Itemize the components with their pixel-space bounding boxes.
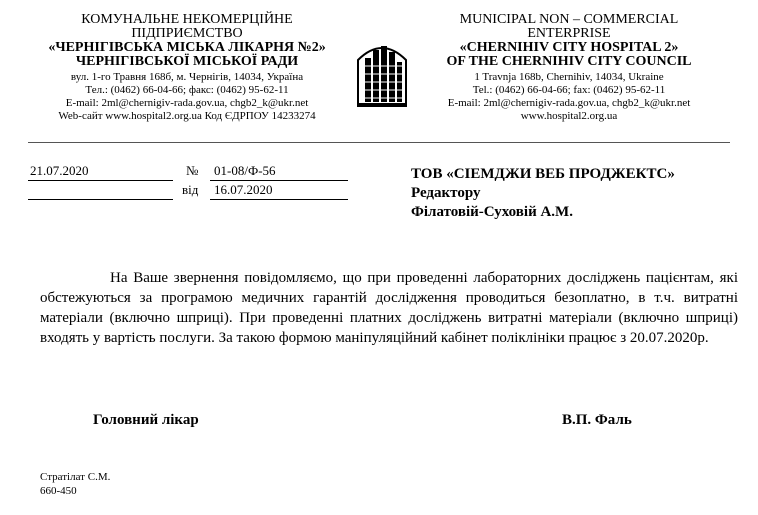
header-left-line1: КОМУНАЛЬНЕ НЕКОМЕРЦІЙНЕ	[81, 12, 293, 27]
footer	[40, 470, 110, 498]
from-label: від	[182, 182, 199, 197]
blank-underline	[28, 199, 173, 200]
letter-body: На Ваше звернення повідомляємо, що при проведенні лабораторних досліджень пацієнтам, які обстежуються за програмою медичних гарантій дослідження проводиться безоплатно, в т.ч. витратні матеріали (включно шприці). При проведенні платних досліджень витратні матеріали (включно шприці) входять у вартість послуги. За такою формою маніпуляційний кабінет поліклініки працює з 20.07.2020р.	[40, 270, 738, 346]
header-left-line2: ПІДПРИЄМСТВО	[131, 26, 243, 41]
header-right-address: 1 Travnja 168b, Chernihiv, 14034, Ukraine	[474, 71, 664, 83]
outgoing-date: 21.07.2020	[30, 163, 89, 178]
header-right	[410, 13, 728, 123]
header-right-line1: MUNICIPAL NON – COMMERCIAL	[459, 12, 679, 27]
header-left-phone: Тел.: (0462) 66-04-66; факс: (0462) 95-62-11	[85, 84, 289, 96]
header-left-address: вул. 1-го Травня 168б, м. Чернігів, 14034, Україна	[70, 71, 304, 83]
executor-name: Стратілат С.М.	[40, 471, 111, 483]
addressee-name: Філатовій-Суховій А.М.	[411, 204, 573, 220]
header-right-web: www.hospital2.org.ua	[520, 110, 618, 122]
header-right-line2: ENTERPRISE	[527, 26, 611, 41]
date-underline	[28, 180, 173, 181]
addressee	[411, 165, 675, 222]
addressee-position: Редактору	[411, 185, 481, 201]
header-left-web: Web-сайт www.hospital2.org.ua Код ЄДРПОУ 14233274	[58, 110, 316, 122]
header-left-line3: «ЧЕРНІГІВСЬКА МІСЬКА ЛІКАРНЯ №2»	[48, 40, 326, 55]
header-right-email: E-mail: 2ml@chernigiv-rada.gov.ua, chgb2_k@ukr.net	[447, 97, 691, 109]
from-underline	[210, 199, 348, 200]
number-label: №	[186, 163, 199, 178]
hospital-logo-icon	[356, 38, 408, 108]
executor-phone: 660-450	[40, 485, 77, 497]
header-right-line4: OF THE CHERNIHIV CITY COUNCIL	[446, 54, 692, 69]
header-left-line4: ЧЕРНІГІВСЬКОЇ МІСЬКОЇ РАДИ	[75, 54, 299, 69]
signature-title: Головний лікар	[93, 412, 199, 428]
signature-name: В.П. Фаль	[562, 412, 632, 428]
header-right-phone: Tel.: (0462) 66-04-66; fax: (0462) 95-62-11	[472, 84, 666, 96]
header-right-line3: «CHERNIHIV CITY HOSPITAL 2»	[459, 40, 679, 55]
header-left	[28, 13, 346, 123]
incoming-date: 16.07.2020	[214, 182, 273, 197]
outgoing-number: 01-08/Ф-56	[214, 163, 276, 178]
addressee-company: ТОВ «СІЕМДЖИ ВЕБ ПРОДЖЕКТС»	[411, 166, 675, 182]
header-divider	[28, 142, 730, 143]
number-underline	[210, 180, 348, 181]
header-left-email: E-mail: 2ml@chernigiv-rada.gov.ua, chgb2_k@ukr.net	[65, 97, 309, 109]
